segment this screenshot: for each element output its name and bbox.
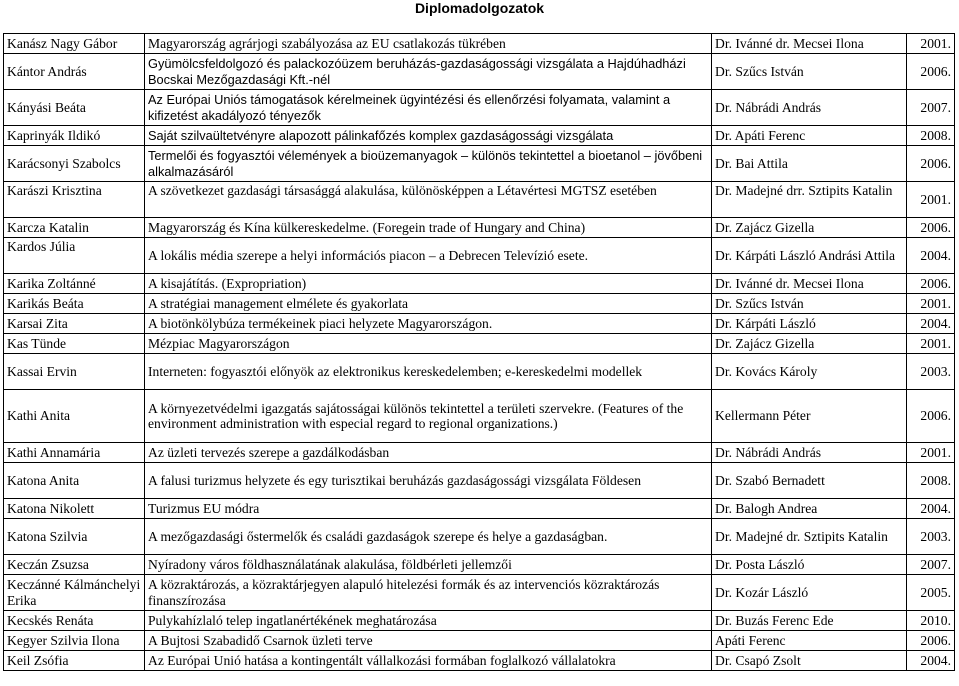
year: 2006. <box>907 218 955 238</box>
supervisor: Dr. Szűcs István <box>712 294 907 314</box>
year: 2003. <box>907 354 955 390</box>
page-title: Diplomadolgozatok <box>414 0 545 16</box>
student-name: Kassai Ervin <box>4 354 145 390</box>
thesis-title: Az Európai Uniós támogatások kérelmeinek ügyintézési és ellenőrzési folyamata, valamint a kifizetést akadályozó tényezők <box>145 90 712 126</box>
thesis-title: Az üzleti tervezés szerepe a gazdálkodásban <box>145 443 712 463</box>
table-row <box>4 182 955 218</box>
student-name: Karika Zoltánné <box>4 274 145 294</box>
thesis-title: A biotönkölybúza termékeinek piaci helyzete Magyarországon. <box>145 314 712 334</box>
table-row <box>4 611 955 631</box>
thesis-title: Nyíradony város földhasználatának alakulása, földbérleti jellemzői <box>145 555 712 575</box>
table-row <box>4 463 955 499</box>
supervisor: Dr. Madejné drr. Sztipits Katalin <box>712 182 907 218</box>
student-name: Kecskés Renáta <box>4 611 145 631</box>
student-name: Keil Zsófia <box>4 651 145 671</box>
thesis-title: A falusi turizmus helyzete és egy turisztikai beruházás gazdaságossági vizsgálata Földesen <box>145 463 712 499</box>
table-row <box>4 238 955 274</box>
year: 2005. <box>907 575 955 611</box>
table-row <box>4 54 955 90</box>
table-row <box>4 443 955 463</box>
table-row <box>4 575 955 611</box>
student-name: Kányási Beáta <box>4 90 145 126</box>
year: 2001. <box>907 34 955 54</box>
student-name: Kaprinyák Ildikó <box>4 126 145 146</box>
thesis-title: Turizmus EU módra <box>145 499 712 519</box>
student-name: Katona Szilvia <box>4 519 145 555</box>
supervisor: Dr. Apáti Ferenc <box>712 126 907 146</box>
supervisor: Dr. Ivánné dr. Mecsei Ilona <box>712 34 907 54</box>
table-row <box>4 218 955 238</box>
year: 2008. <box>907 463 955 499</box>
student-name: Karászi Krisztina <box>4 182 145 218</box>
thesis-title: Mézpiac Magyarországon <box>145 334 712 354</box>
year: 2010. <box>907 611 955 631</box>
year: 2004. <box>907 314 955 334</box>
supervisor: Dr. Szabó Bernadett <box>712 463 907 499</box>
thesis-title: A stratégiai management elmélete és gyakorlata <box>145 294 712 314</box>
supervisor: Dr. Madejné dr. Sztipits Katalin <box>712 519 907 555</box>
table-row <box>4 274 955 294</box>
thesis-title: A közraktározás, a közraktárjegyen alapuló hitelezési formák és az intervenciós közraktározás finanszírozása <box>145 575 712 611</box>
thesis-title: A mezőgazdasági őstermelők és családi gazdaságok szerepe és helye a gazdaságban. <box>145 519 712 555</box>
student-name: Kardos Júlia <box>4 238 145 274</box>
supervisor: Kellermann Péter <box>712 390 907 443</box>
thesis-title: A szövetkezet gazdasági társasággá alakulása, különösképpen a Létavértesi MGTSZ esetében <box>145 182 712 218</box>
supervisor: Dr. Nábrádi András <box>712 90 907 126</box>
student-name: Kathi Anita <box>4 390 145 443</box>
student-name: Karcza Katalin <box>4 218 145 238</box>
table-row <box>4 390 955 443</box>
year: 2007. <box>907 555 955 575</box>
thesis-title: Magyarország és Kína külkereskedelme. (Foregein trade of Hungary and China) <box>145 218 712 238</box>
year: 2006. <box>907 390 955 443</box>
supervisor: Dr. Nábrádi András <box>712 443 907 463</box>
year: 2006. <box>907 146 955 182</box>
year: 2007. <box>907 90 955 126</box>
year: 2001. <box>907 334 955 354</box>
supervisor: Dr. Bai Attila <box>712 146 907 182</box>
supervisor: Dr. Kárpáti László <box>712 314 907 334</box>
thesis-title: Az Európai Unió hatása a kontingentált vállalkozási formában foglalkozó vállalatokra <box>145 651 712 671</box>
supervisor: Dr. Kárpáti László Andrási Attila <box>712 238 907 274</box>
student-name: Karácsonyi Szabolcs <box>4 146 145 182</box>
year: 2001. <box>907 182 955 218</box>
student-name: Kanász Nagy Gábor <box>4 34 145 54</box>
supervisor: Dr. Szűcs István <box>712 54 907 90</box>
year: 2006. <box>907 631 955 651</box>
thesis-title: A kisajátítás. (Expropriation) <box>145 274 712 294</box>
table-row <box>4 499 955 519</box>
year: 2001. <box>907 294 955 314</box>
table-row <box>4 519 955 555</box>
year: 2004. <box>907 651 955 671</box>
table-row <box>4 126 955 146</box>
thesis-table <box>3 33 955 671</box>
year: 2001. <box>907 443 955 463</box>
student-name: Keczán Zsuzsa <box>4 555 145 575</box>
year: 2006. <box>907 54 955 90</box>
student-name: Keczánné Kálmánchelyi Erika <box>4 575 145 611</box>
year: 2008. <box>907 126 955 146</box>
supervisor: Apáti Ferenc <box>712 631 907 651</box>
supervisor: Dr. Balogh Andrea <box>712 499 907 519</box>
table-row <box>4 314 955 334</box>
table-row <box>4 294 955 314</box>
student-name: Katona Nikolett <box>4 499 145 519</box>
thesis-title: A Bujtosi Szabadidő Csarnok üzleti terve <box>145 631 712 651</box>
thesis-title: Pulykahízlaló telep ingatlanértékének meghatározása <box>145 611 712 631</box>
supervisor: Dr. Csapó Zsolt <box>712 651 907 671</box>
supervisor: Dr. Kovács Károly <box>712 354 907 390</box>
thesis-title: Termelői és fogyasztói vélemények a bioüzemanyagok – különös tekintettel a bioetanol – jövőbeni alkalmazásáról <box>145 146 712 182</box>
student-name: Katona Anita <box>4 463 145 499</box>
table-row <box>4 555 955 575</box>
student-name: Kathi Annamária <box>4 443 145 463</box>
student-name: Kántor András <box>4 54 145 90</box>
table-row <box>4 631 955 651</box>
table-row <box>4 90 955 126</box>
thesis-title: Saját szilvaültetvényre alapozott pálinkafőzés komplex gazdaságossági vizsgálata <box>145 126 712 146</box>
year: 2006. <box>907 274 955 294</box>
supervisor: Dr. Ivánné dr. Mecsei Ilona <box>712 274 907 294</box>
table-row <box>4 34 955 54</box>
table-row <box>4 146 955 182</box>
supervisor: Dr. Kozár László <box>712 575 907 611</box>
year: 2003. <box>907 519 955 555</box>
table-row <box>4 651 955 671</box>
supervisor: Dr. Zajácz Gizella <box>712 218 907 238</box>
student-name: Karsai Zita <box>4 314 145 334</box>
student-name: Kegyer Szilvia Ilona <box>4 631 145 651</box>
thesis-title: A környezetvédelmi igazgatás sajátosságai különös tekintettel a területi szervekre. (Features of the environment administration with especial regard to regional organizations.) <box>145 390 712 443</box>
thesis-title: A lokális média szerepe a helyi információs piacon – a Debrecen Televízió esete. <box>145 238 712 274</box>
student-name: Kas Tünde <box>4 334 145 354</box>
table-row <box>4 334 955 354</box>
year: 2004. <box>907 238 955 274</box>
thesis-title: Gyümölcsfeldolgozó és palackozóüzem beruházás-gazdaságossági vizsgálata a Hajdúhadházi Bocskai Mezőgazdasági Kft.-nél <box>145 54 712 90</box>
table-row <box>4 354 955 390</box>
supervisor: Dr. Buzás Ferenc Ede <box>712 611 907 631</box>
supervisor: Dr. Zajácz Gizella <box>712 334 907 354</box>
supervisor: Dr. Posta László <box>712 555 907 575</box>
thesis-title: Magyarország agrárjogi szabályozása az EU csatlakozás tükrében <box>145 34 712 54</box>
year: 2004. <box>907 499 955 519</box>
thesis-title: Interneten: fogyasztói előnyök az elektronikus kereskedelemben; e-kereskedelmi modellek <box>145 354 712 390</box>
student-name: Karikás Beáta <box>4 294 145 314</box>
